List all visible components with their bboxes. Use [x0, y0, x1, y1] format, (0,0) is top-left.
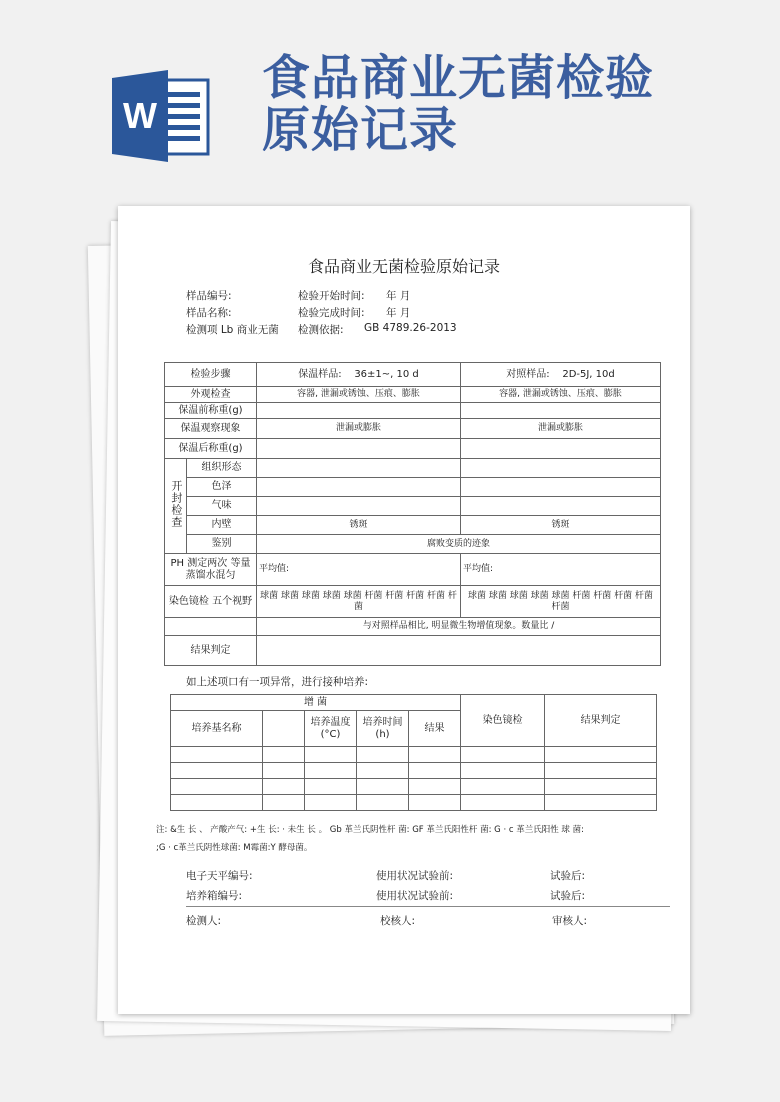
table-cell[interactable] — [305, 779, 357, 795]
document-page — [118, 206, 690, 1014]
checker-label: 校核人: — [380, 915, 416, 927]
table-row — [165, 478, 661, 497]
weight-after-label: 保温后称重(g) — [165, 439, 257, 459]
table-row — [165, 459, 661, 478]
observe-label: 保温观察现象 — [165, 419, 257, 439]
table-row — [171, 795, 657, 811]
table-cell[interactable] — [305, 747, 357, 763]
word-document-icon — [112, 70, 212, 162]
observe-text-warm: 泄漏或膨胀 — [257, 419, 461, 439]
table-cell[interactable] — [171, 779, 263, 795]
table-row — [165, 439, 661, 459]
sample-no-label: 样品编号: — [186, 290, 232, 302]
smell-label: 气味 — [187, 497, 257, 516]
culture-table — [170, 694, 657, 811]
table-cell[interactable] — [305, 795, 357, 811]
after-label-2: 试验后: — [550, 890, 586, 902]
open-check-text: 开封检查 — [169, 480, 183, 529]
color-warm[interactable] — [257, 478, 461, 497]
stain-control: 球菌 球菌 球菌 球菌 球菌 杆菌 杆菌 杆菌 杆菌 杆菌 — [461, 586, 661, 618]
table-row — [171, 747, 657, 763]
warm-sample-header — [257, 363, 461, 387]
table-row — [165, 554, 661, 586]
warm-sample-condition: 36±1~, 10 d — [354, 368, 419, 380]
table-row — [165, 403, 661, 419]
step-header: 检验步骤 — [165, 363, 257, 387]
table-cell[interactable] — [545, 763, 657, 779]
table-row — [165, 497, 661, 516]
stain-label: 染色镜检 五个视野 — [165, 586, 257, 618]
table-cell[interactable] — [357, 795, 409, 811]
before-use-label-2: 使用状况试验前: — [376, 890, 454, 902]
table-row — [165, 387, 661, 403]
judge-header: 结果判定 — [545, 695, 657, 747]
ph-label: PH 测定两次 等量蒸馏水混匀 — [165, 554, 257, 586]
before-use-label-1: 使用状况试验前: — [376, 870, 454, 882]
rust-control: 锈斑 — [461, 516, 661, 535]
start-time-label: 检验开始时间: — [298, 290, 365, 302]
basis-value: GB 4789.26-2013 — [364, 322, 457, 334]
table-cell[interactable] — [461, 795, 545, 811]
table-row — [165, 363, 661, 387]
table-cell[interactable] — [171, 747, 263, 763]
table-cell[interactable] — [305, 763, 357, 779]
open-check-label — [165, 459, 187, 554]
smell-control[interactable] — [461, 497, 661, 516]
table-cell[interactable] — [263, 747, 305, 763]
table-cell[interactable] — [461, 763, 545, 779]
incubator-no-label: 培养箱编号: — [186, 890, 243, 902]
table-row — [171, 779, 657, 795]
compare-label-empty — [165, 618, 257, 636]
ph-avg-control: 平均值: — [461, 554, 661, 586]
table-cell[interactable] — [357, 763, 409, 779]
table-cell[interactable] — [545, 795, 657, 811]
observe-text-control: 泄漏或膨胀 — [461, 419, 661, 439]
stain-header: 染色镜检 — [461, 695, 545, 747]
appearance-label: 外观检查 — [165, 387, 257, 403]
table-cell[interactable] — [263, 795, 305, 811]
table-cell[interactable] — [171, 795, 263, 811]
control-sample-condition: 2D-5J, 10d — [562, 368, 615, 380]
warm-sample-label: 保温样品: — [298, 368, 342, 380]
basis-label: 检测依据: — [298, 324, 344, 336]
logo-letter: W — [123, 95, 157, 136]
table-cell[interactable] — [171, 763, 263, 779]
table-row — [165, 535, 661, 554]
table-cell[interactable] — [263, 763, 305, 779]
page-heading: 食品商业无菌检验原始记录 — [307, 257, 500, 276]
end-time-label: 检验完成时间: — [298, 307, 365, 319]
table-cell[interactable] — [461, 747, 545, 763]
tester-label: 检测人: — [186, 915, 222, 927]
appearance-text-control: 容器, 泄漏或锈蚀、压痕、膨胀 — [461, 387, 661, 403]
after-label-1: 试验后: — [550, 870, 586, 882]
rust-warm: 锈斑 — [257, 516, 461, 535]
weight-before-control[interactable] — [461, 403, 661, 419]
result-header: 结果 — [409, 711, 461, 747]
table-row — [165, 516, 661, 535]
result-value[interactable] — [257, 636, 661, 666]
identify-text: 腐败变质的迹象 — [257, 535, 661, 554]
time-header: 培养时间(h) — [357, 711, 409, 747]
enrich-header: 增 菌 — [171, 695, 461, 711]
note-line-1: 注: &生 长 、 产酸产气: +生 长: · 未生 长 。 Gb 革兰氏阴性杆 菌: GF 革兰氏阳性杆 菌: G · c 革兰氏阳性 球 菌: — [156, 825, 585, 835]
weight-before-warm[interactable] — [257, 403, 461, 419]
table-cell[interactable] — [357, 779, 409, 795]
table-cell[interactable] — [409, 795, 461, 811]
table-cell[interactable] — [409, 747, 461, 763]
table-cell[interactable] — [409, 779, 461, 795]
banner-title: 食品商业无菌检验原始记录 — [262, 50, 655, 158]
tissue-warm[interactable] — [257, 459, 461, 478]
end-time-value: 年 月 — [386, 307, 411, 319]
table-row — [165, 419, 661, 439]
table-cell[interactable] — [409, 763, 461, 779]
word-logo — [112, 70, 212, 162]
medium-header: 培养基名称 — [171, 711, 263, 747]
table-row — [171, 695, 657, 711]
compare-text: 与对照样品相比, 明显微生物增值现象。数量比 / — [257, 618, 661, 636]
temp-header: 培养温度(°C) — [305, 711, 357, 747]
result-label: 结果判定 — [165, 636, 257, 666]
control-sample-label: 对照样品: — [506, 368, 550, 380]
table-row — [165, 586, 661, 618]
note-line-2: ;G · c革兰氏阴性球菌: M霉菌:Y 酵母菌。 — [156, 843, 313, 853]
inner-wall-label: 内壁 — [187, 516, 257, 535]
table-row — [165, 636, 661, 666]
start-time-value: 年 月 — [386, 290, 411, 302]
inspection-table — [164, 362, 661, 666]
table-cell[interactable] — [357, 747, 409, 763]
table-row — [171, 763, 657, 779]
reviewer-label: 审核人: — [552, 915, 588, 927]
weight-after-control[interactable] — [461, 439, 661, 459]
test-item-label: 检测项 Lb 商业无菌 — [186, 324, 279, 336]
weight-after-warm[interactable] — [257, 439, 461, 459]
sample-name-label: 样品名称: — [186, 307, 232, 319]
table-cell[interactable] — [545, 779, 657, 795]
ph-avg-warm: 平均值: — [257, 554, 461, 586]
footer-divider — [186, 906, 670, 907]
balance-no-label: 电子天平编号: — [186, 870, 253, 882]
color-control[interactable] — [461, 478, 661, 497]
stain-warm: 球菌 球菌 球菌 球菌 球菌 杆菌 杆菌 杆菌 杆菌 杆菌 — [257, 586, 461, 618]
table-row — [165, 618, 661, 636]
tissue-control[interactable] — [461, 459, 661, 478]
table-cell[interactable] — [461, 779, 545, 795]
culture-intro: 如上述项口有一项异常，进行接种培养: — [186, 676, 369, 688]
tissue-label: 组织形态 — [187, 459, 257, 478]
appearance-text-warm: 容器, 泄漏或锈蚀、压痕、膨胀 — [257, 387, 461, 403]
control-sample-header — [461, 363, 661, 387]
smell-warm[interactable] — [257, 497, 461, 516]
table-cell[interactable] — [263, 779, 305, 795]
blank-header — [263, 711, 305, 747]
table-cell[interactable] — [545, 747, 657, 763]
color-label: 色泽 — [187, 478, 257, 497]
identify-label: 鉴别 — [187, 535, 257, 554]
weight-before-label: 保温前称重(g) — [165, 403, 257, 419]
